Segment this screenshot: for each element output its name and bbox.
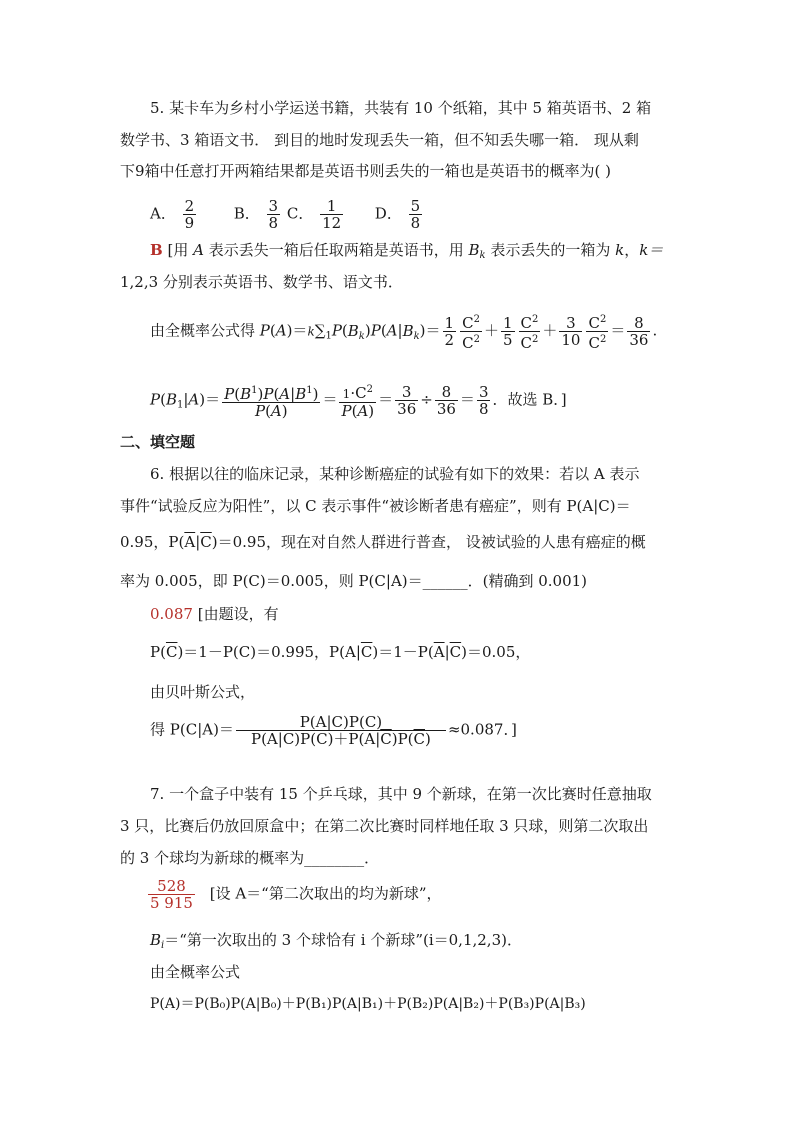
q5-explanation-line-2: 1,2,3 分别表示英语书、数学书、语文书．: [120, 273, 403, 291]
q7-line-1: 7. 一个盒子中装有 15 个乒乓球，其中 9 个新球，在第一次比赛时任意抽取: [150, 785, 652, 803]
q6-answer: 0.087: [150, 605, 193, 623]
option-c-fraction: $\frac{1}{12}$: [322, 197, 342, 232]
q6-bayes-intro: 由贝叶斯公式，: [150, 683, 256, 701]
q5-answer: B: [150, 241, 163, 259]
q7-answer: $\frac{528}{5 915}$: [150, 877, 193, 912]
q7-answer-line: $\frac{528}{5 915}$ [设 A＝“第二次取出的均为新球”，: [150, 877, 442, 912]
q6-line-3: 0.95，$P(\overline{A}|\overline{C})=0.95$，现在对自然人群进行普查， 设被试验的人患有癌症的概: [120, 533, 646, 551]
option-d-label: D．: [374, 204, 402, 223]
q5-line-1: 5. 某卡车为乡村小学运送书籍，共装有 10 个纸箱，其中 5 箱英语书、2 箱: [150, 99, 652, 117]
q6-calc-line: $P(\overline{C})=1-P(C)=0.995$，$P(A|\overline{C})=1-P(\overline{A}|\overline{C})=0.05$，: [150, 643, 531, 661]
q6-answer-line: 0.087 [由题设，有: [150, 605, 279, 623]
q6-line-2: 事件“试验反应为阳性”，以 C 表示事件“被诊断者患有癌症”，则有 P(A|C)＝: [120, 497, 631, 515]
q5-options: [150, 198, 424, 234]
q7-explanation-4: P(A)＝P(B₀)P(A|B₀)＋P(B₁)P(A|B₁)＋P(B₂)P(A|B₂)＋P(B₃)P(A|B₃): [150, 996, 586, 1012]
option-c-label: C．: [286, 204, 314, 223]
option-a-label: A．: [150, 204, 176, 223]
q5-line-3: 下9箱中任意打开两箱结果都是英语书则丢失的一箱也是英语书的概率为( ): [120, 162, 612, 180]
section-heading: 二、填空题: [120, 433, 196, 451]
option-b-fraction: $\frac{3}{8}$: [268, 197, 279, 232]
q7-line-2: 3 只，比赛后仍放回原盒中；在第二次比赛时同样地任取 3 只球，则第二次取出: [120, 817, 649, 835]
q7-line-3: 的 3 个球均为新球的概率为________．: [120, 849, 380, 867]
option-d-fraction: $\frac{5}{8}$: [410, 197, 421, 232]
option-b-label: B．: [233, 204, 260, 223]
q6-line-1: 6. 根据以往的临床记录，某种诊断癌症的试验有如下的效果：若以 A 表示: [150, 465, 640, 483]
option-a-fraction: $\frac{2}{9}$: [184, 197, 195, 232]
q5-total-probability: 由全概率公式得 $P(A)=k\sum_1P(B_k)P(A|B_k)=$ $\frac{1}{2}$ $\frac{C^2}{C^2}$ ＋ $\frac{1}{5}$ $\frac{C^2}{C^2}$ ＋ $\frac{3}{10}$ $\frac{C^2}{C^2}$ ＝ $\frac{8}{36}$ .: [150, 314, 658, 352]
q7-explanation-3: 由全概率公式: [150, 963, 241, 981]
q5-explanation-line-1: B [用 A 表示丢失一箱后任取两箱是英语书，用 $B_k$ 表示丢失的一箱为 k，k＝: [150, 241, 664, 261]
q6-result: 得 P(C|A)＝ $\frac{P(A|C)P(C)}{P(A|C)P(C)+P(A|\overline{C})P(\overline{C})}$ ≈0.087．]: [150, 713, 517, 748]
q7-explanation-2: $B_i=“$第一次取出的 3 个球恰有 i 个新球”(i＝0,1,2,3)．: [150, 931, 522, 951]
q6-line-4: 率为 0.005，即 P(C)＝0.005，则 P(C|A)＝______．(精确到 0.001): [120, 572, 588, 590]
q5-line-2: 数学书、3 箱语文书． 到目的地时发现丢失一箱，但不知丢失哪一箱． 现从剩: [120, 131, 639, 149]
q5-bayes-formula: $P(B_1|A)=$ $\frac{P(B^1)P(A|B^1)}{P(A)}$ ＝ $\frac{1\cdot C^2}{P(A)}$ ＝ $\frac{3}{36}$ ÷ $\frac{8}{36}$ ＝ $\frac{3}{8}$ ．故选 B．]: [150, 383, 567, 420]
